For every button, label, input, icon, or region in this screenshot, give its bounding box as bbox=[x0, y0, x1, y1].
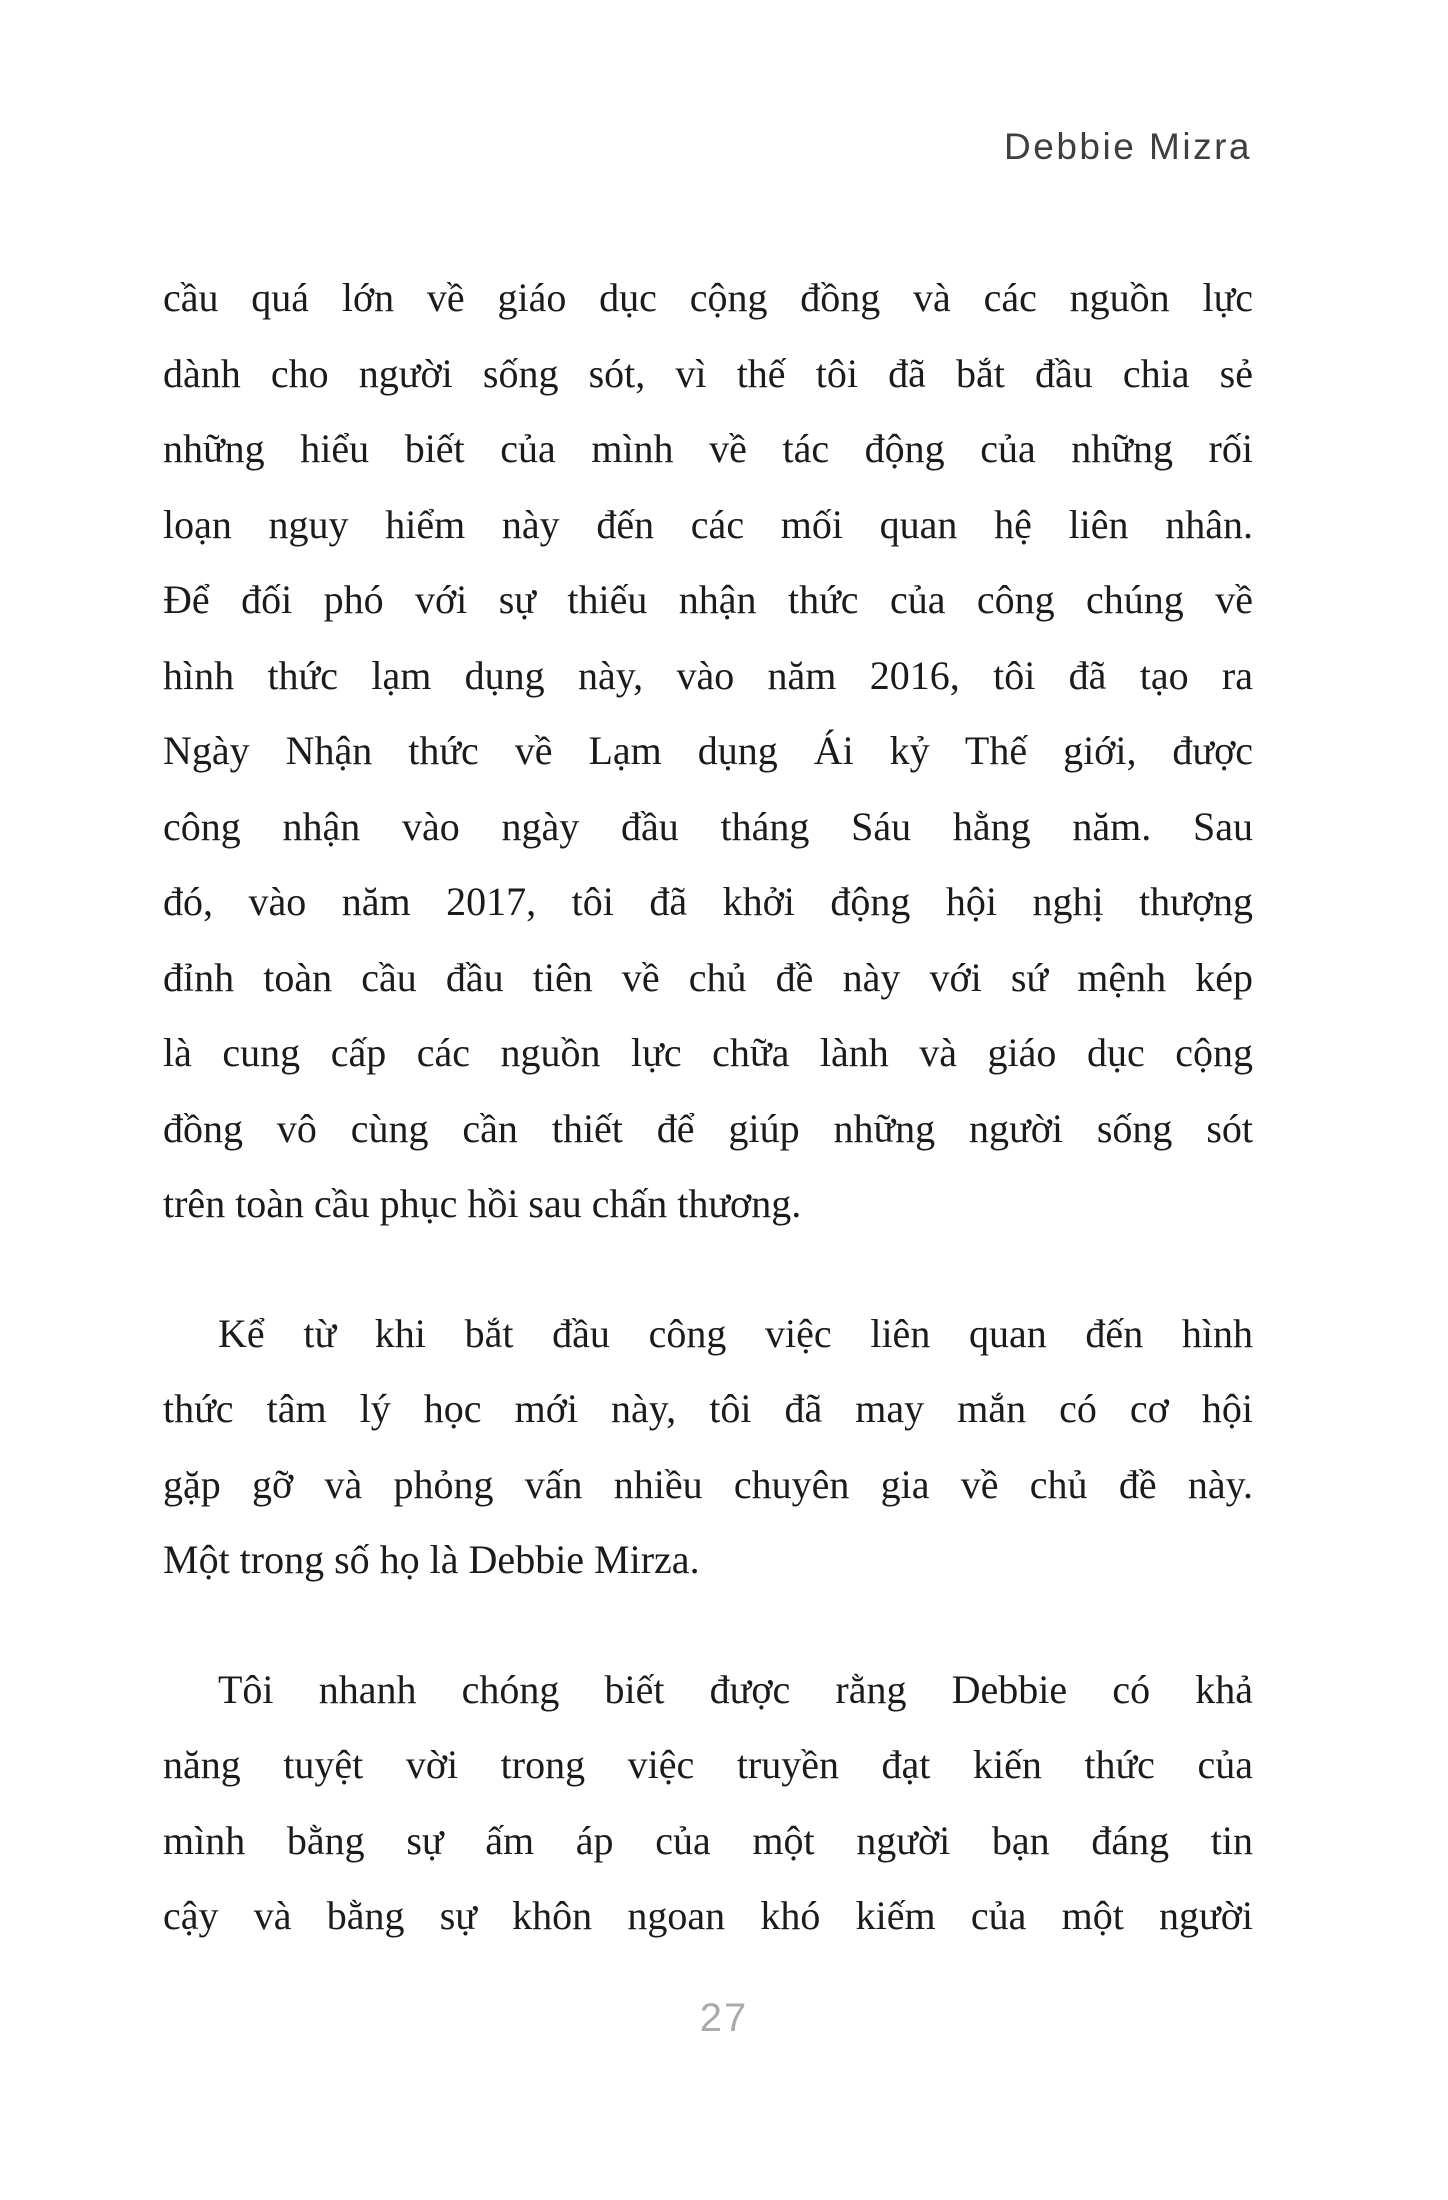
text-line: Một trong số họ là Debbie Mirza. bbox=[163, 1537, 700, 1582]
paragraph bbox=[163, 1652, 1253, 1954]
text-line: Tôi nhanh chóng biết được rằng Debbie có khả bbox=[218, 1666, 1253, 1712]
text-line: gặp gỡ và phỏng vấn nhiều chuyên gia về chủ đề này. bbox=[163, 1461, 1253, 1507]
running-header: Debbie Mizra bbox=[1004, 126, 1252, 167]
text-line: Ngày Nhận thức về Lạm dụng Ái kỷ Thế giới, được bbox=[163, 728, 1253, 773]
text-line: đó, vào năm 2017, tôi đã khởi động hội nghị thượng bbox=[163, 879, 1253, 924]
text-line: là cung cấp các nguồn lực chữa lành và giáo dục cộng bbox=[163, 1030, 1253, 1075]
text-line: cậy và bằng sự khôn ngoan khó kiếm của một người bbox=[163, 1893, 1253, 1938]
page-number: 27 bbox=[699, 1996, 749, 2040]
text-line: loạn nguy hiểm này đến các mối quan hệ liên nhân. bbox=[163, 501, 1253, 547]
paragraph bbox=[163, 1296, 1253, 1598]
text-line: công nhận vào ngày đầu tháng Sáu hằng năm. Sau bbox=[163, 803, 1253, 849]
text-line: đồng vô cùng cần thiết để giúp những người sống sót bbox=[163, 1105, 1253, 1151]
text-line: những hiểu biết của mình về tác động của những rối bbox=[163, 426, 1253, 471]
text-line: mình bằng sự ấm áp của một người bạn đáng tin bbox=[163, 1817, 1253, 1863]
text-line: hình thức lạm dụng này, vào năm 2016, tôi đã tạo ra bbox=[163, 652, 1253, 698]
text-line: Để đối phó với sự thiếu nhận thức của công chúng về bbox=[163, 577, 1253, 622]
text-line: thức tâm lý học mới này, tôi đã may mắn có cơ hội bbox=[163, 1386, 1253, 1431]
text-line: đỉnh toàn cầu đầu tiên về chủ đề này với sứ mệnh kép bbox=[163, 954, 1253, 1000]
body-text bbox=[163, 260, 1253, 1954]
text-line: cầu quá lớn về giáo dục cộng đồng và các nguồn lực bbox=[163, 275, 1253, 320]
text-line: trên toàn cầu phục hồi sau chấn thương. bbox=[163, 1181, 802, 1226]
paragraph bbox=[163, 260, 1253, 1242]
text-line: dành cho người sống sót, vì thế tôi đã bắt đầu chia sẻ bbox=[163, 350, 1253, 396]
text-line: năng tuyệt vời trong việc truyền đạt kiến thức của bbox=[163, 1742, 1253, 1787]
text-line: Kể từ khi bắt đầu công việc liên quan đến hình bbox=[218, 1310, 1253, 1356]
